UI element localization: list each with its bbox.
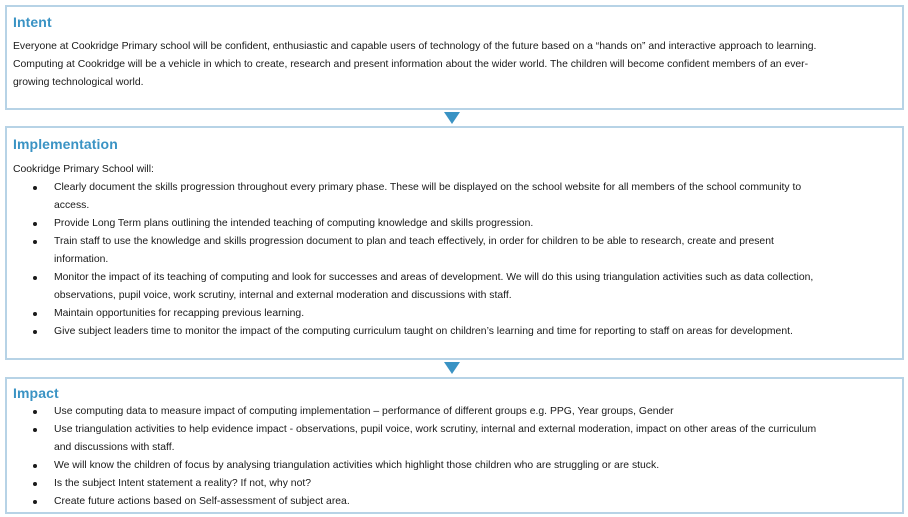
- list-item: [7, 305, 898, 323]
- list-item-line: access.: [54, 200, 90, 211]
- list-item: [7, 403, 898, 421]
- list-item-line: Is the subject Intent statement a reality? If not, why not?: [54, 478, 312, 489]
- bullet-icon: [33, 222, 37, 226]
- bullet-icon: [33, 428, 37, 432]
- implementation-list: [7, 179, 898, 341]
- list-item-line: Provide Long Term plans outlining the intended teaching of computing knowledge and skills progression.: [54, 218, 534, 229]
- bullet-icon: [33, 276, 37, 280]
- list-item-line: Clearly document the skills progression throughout every primary phase. These will be displayed on the school website for all members of the school community to: [54, 182, 802, 193]
- impact-list: [7, 403, 898, 511]
- bullet-icon: [33, 330, 37, 334]
- down-arrow-icon: [444, 112, 460, 124]
- bullet-icon: [33, 240, 37, 244]
- bullet-icon: [33, 186, 37, 190]
- implementation-intro: Cookridge Primary School will:: [13, 164, 154, 175]
- list-item: [7, 475, 898, 493]
- intent-line: Everyone at Cookridge Primary school will be confident, enthusiastic and capable users of technology of the future based on a “hands on” and interactive approach to learning.: [13, 41, 817, 52]
- implementation-heading: Implementation: [13, 136, 118, 152]
- list-item-line: Use computing data to measure impact of computing implementation – performance of different groups e.g. PPG, Year groups, Gender: [54, 406, 674, 417]
- list-item-line: We will know the children of focus by analysing triangulation activities which highlight those children who are struggling or are stuck.: [54, 460, 660, 471]
- list-item: [7, 179, 898, 215]
- list-item: [7, 323, 898, 341]
- list-item-line: Train staff to use the knowledge and skills progression document to plan and teach effectively, in order for children to be able to research, create and present: [54, 236, 774, 247]
- list-item-line: observations, pupil voice, work scrutiny, internal and external moderation and discussions with staff.: [54, 290, 512, 301]
- list-item: [7, 233, 898, 269]
- bullet-icon: [33, 464, 37, 468]
- bullet-icon: [33, 500, 37, 504]
- list-item: [7, 493, 898, 511]
- list-item: [7, 421, 898, 457]
- bullet-icon: [33, 410, 37, 414]
- intent-line: growing technological world.: [13, 77, 144, 88]
- list-item: [7, 215, 898, 233]
- list-item-line: information.: [54, 254, 109, 265]
- list-item-line: Use triangulation activities to help evidence impact - observations, pupil voice, work scrutiny, internal and external moderation, impact on other areas of the curriculum: [54, 424, 817, 435]
- intent-box: [5, 5, 904, 110]
- implementation-box: [5, 126, 904, 360]
- intent-heading: Intent: [13, 14, 52, 30]
- list-item: [7, 269, 898, 305]
- bullet-icon: [33, 482, 37, 486]
- impact-box: [5, 377, 904, 514]
- impact-heading: Impact: [13, 385, 59, 401]
- list-item-line: Monitor the impact of its teaching of computing and look for successes and areas of development. We will do this using triangulation activities such as data collection,: [54, 272, 814, 283]
- list-item-line: Maintain opportunities for recapping previous learning.: [54, 308, 305, 319]
- list-item-line: Give subject leaders time to monitor the impact of the computing curriculum taught on children’s learning and time for reporting to staff on areas for development.: [54, 326, 793, 337]
- list-item: [7, 457, 898, 475]
- intent-line: Computing at Cookridge will be a vehicle in which to create, research and present information about the wider world. The children will become confident members of an ever-: [13, 59, 809, 70]
- list-item-line: and discussions with staff.: [54, 442, 175, 453]
- list-item-line: Create future actions based on Self-assessment of subject area.: [54, 496, 350, 507]
- down-arrow-icon: [444, 362, 460, 374]
- bullet-icon: [33, 312, 37, 316]
- intent-paragraph: [13, 38, 898, 92]
